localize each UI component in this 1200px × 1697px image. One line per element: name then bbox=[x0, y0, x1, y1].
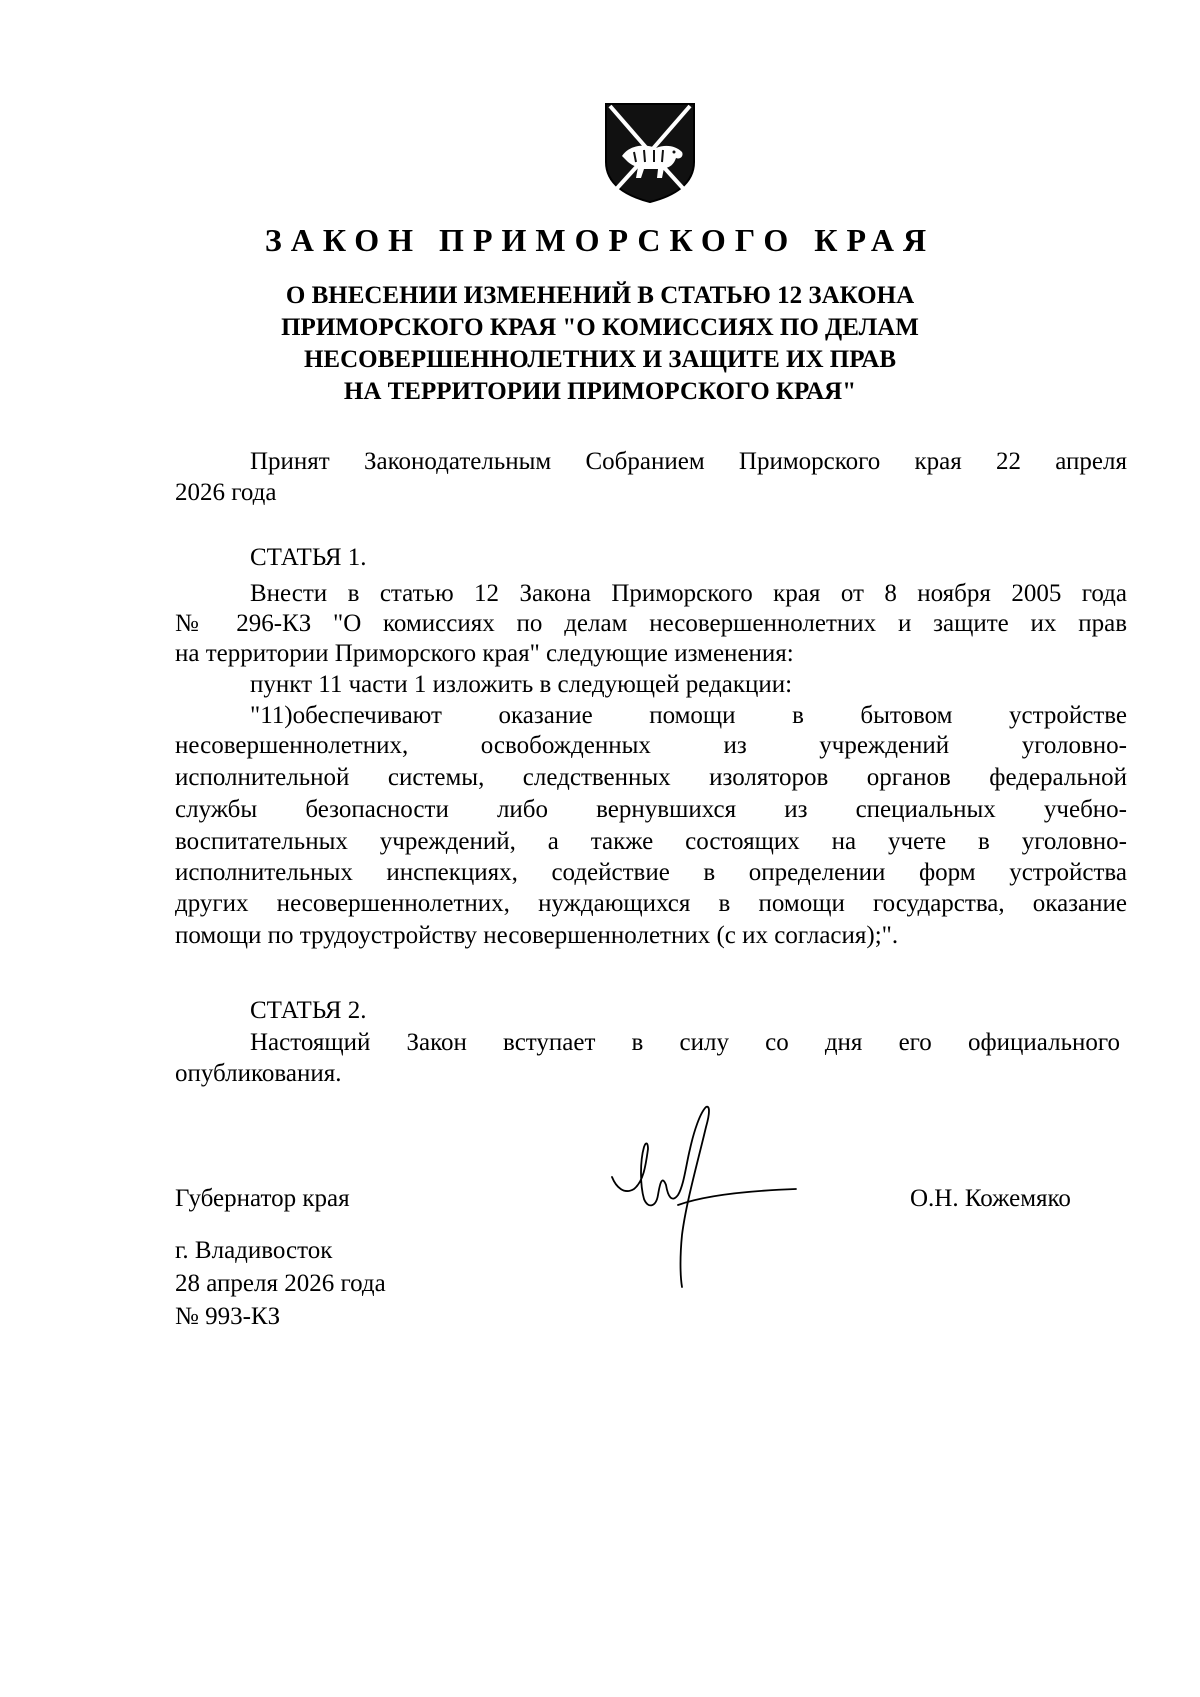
law-number: № 993-КЗ bbox=[175, 1303, 281, 1330]
article-1-text-line: исполнительной системы, следственных изоляторов органов федеральной bbox=[175, 764, 1127, 791]
article-1-text-line: Внести в статью 12 Закона Приморского края от 8 ноября 2005 года bbox=[250, 580, 1127, 607]
article-1-text-line: других несовершеннолетних, нуждающихся в помощи государства, оказание bbox=[175, 890, 1127, 917]
article-1-text-line: несовершеннолетних, освобожденных из учреждений уголовно- bbox=[175, 732, 1127, 759]
article-2-text-line: Настоящий Закон вступает в силу со дня его официального bbox=[250, 1029, 1120, 1056]
article-1-text-line: на территории Приморского края" следующие изменения: bbox=[175, 640, 794, 667]
adoption-statement: Принят Законодательным Собранием Приморского края 22 апреля bbox=[250, 448, 1127, 475]
article-1-text-line: исполнительных инспекциях, содействие в определении форм устройства bbox=[175, 859, 1127, 886]
article-1-text-line: помощи по трудоустройству несовершеннолетних (с их согласия);". bbox=[175, 922, 899, 949]
signer-name: О.Н. Кожемяко bbox=[910, 1185, 1071, 1212]
article-2-text-line: опубликования. bbox=[175, 1060, 342, 1087]
subtitle-line: О ВНЕСЕНИИ ИЗМЕНЕНИЙ В СТАТЬЮ 12 ЗАКОНА bbox=[285, 282, 915, 309]
article-1-text-line: № 296-КЗ "О комиссиях по делам несовершеннолетних и защите их прав bbox=[175, 610, 1127, 637]
law-subtitle bbox=[0, 280, 1200, 408]
article-1-text-line: воспитательных учреждений, а также состоящих на учете в уголовно- bbox=[175, 828, 1127, 855]
signer-position: Губернатор края bbox=[175, 1185, 350, 1212]
article-1-text-line: службы безопасности либо вернувшихся из специальных учебно- bbox=[175, 796, 1127, 823]
subtitle-line: НЕСОВЕРШЕННОЛЕТНИХ И ЗАЩИТЕ ИХ ПРАВ bbox=[303, 346, 897, 373]
handwritten-signature-icon bbox=[610, 1105, 800, 1290]
subtitle-line: ПРИМОРСКОГО КРАЯ "О КОМИССИЯХ ПО ДЕЛАМ bbox=[281, 314, 919, 341]
signing-place: г. Владивосток bbox=[175, 1237, 333, 1264]
adoption-statement-continuation: 2026 года bbox=[175, 479, 277, 506]
article-2-heading: СТАТЬЯ 2. bbox=[250, 997, 367, 1024]
article-1-text-line: пункт 11 части 1 изложить в следующей редакции: bbox=[250, 671, 793, 698]
law-title: ЗАКОН ПРИМОРСКОГО КРАЯ bbox=[264, 222, 936, 258]
article-1-text-line: "11)обеспечивают оказание помощи в бытовом устройстве bbox=[250, 702, 1127, 729]
signing-date: 28 апреля 2026 года bbox=[175, 1270, 386, 1297]
primorsky-coat-of-arms-icon bbox=[600, 100, 700, 205]
article-1-heading: СТАТЬЯ 1. bbox=[250, 544, 367, 571]
subtitle-line: НА ТЕРРИТОРИИ ПРИМОРСКОГО КРАЯ" bbox=[343, 378, 857, 405]
